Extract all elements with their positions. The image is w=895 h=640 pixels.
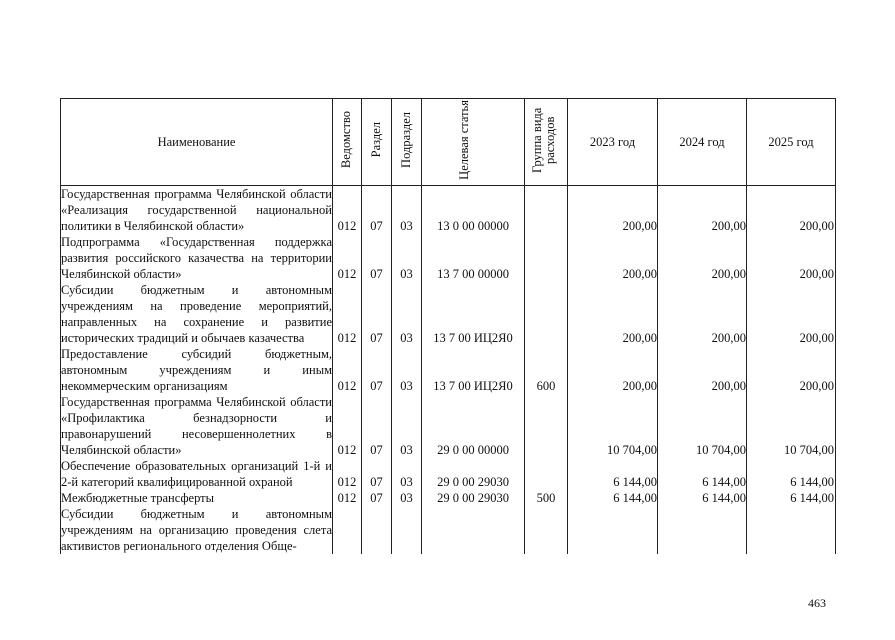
row-group <box>525 458 568 490</box>
row-section: 07 <box>362 234 392 282</box>
row-dept: 012 <box>333 282 362 346</box>
row-name: Предоставление субсидий бюджетным, автономным учреждениям и иным некоммерческим организациям <box>61 347 332 393</box>
row-2025: 6 144,00 <box>747 458 836 490</box>
row-2025: 200,00 <box>747 282 836 346</box>
table-row <box>61 506 836 554</box>
row-group: 500 <box>525 490 568 506</box>
row-target: 29 0 00 00000 <box>422 394 525 458</box>
budget-table <box>60 98 836 554</box>
row-name: Обеспечение образовательных организаций 1-й и 2-й категорий квалифицированной охраной <box>61 459 332 489</box>
row-group: 600 <box>525 346 568 394</box>
row-group <box>525 282 568 346</box>
header-2025: 2025 год <box>747 99 836 186</box>
row-2024 <box>658 506 747 554</box>
row-name: Государственная программа Челябинской области «Реализация государственной национальной политики в Челябинской области» <box>61 187 332 233</box>
row-2024: 6 144,00 <box>658 458 747 490</box>
table-row <box>61 186 836 235</box>
row-2025: 6 144,00 <box>747 490 836 506</box>
row-2025: 10 704,00 <box>747 394 836 458</box>
header-section: Раздел <box>362 99 392 186</box>
row-name: Субсидии бюджетным и автономным учреждениям на проведение мероприятий, направленных на сохранение и развитие исторических традиций и обычаев казачества <box>61 283 332 345</box>
header-dept: Ведомство <box>333 99 362 186</box>
row-2024: 200,00 <box>658 346 747 394</box>
row-section: 07 <box>362 394 392 458</box>
header-subsection: Подраздел <box>392 99 422 186</box>
row-group <box>525 506 568 554</box>
row-dept: 012 <box>333 458 362 490</box>
row-2023: 6 144,00 <box>568 458 658 490</box>
header-2023: 2023 год <box>568 99 658 186</box>
row-2025: 200,00 <box>747 234 836 282</box>
row-section: 07 <box>362 490 392 506</box>
table-row <box>61 458 836 490</box>
row-subsection: 03 <box>392 394 422 458</box>
row-subsection: 03 <box>392 234 422 282</box>
row-subsection: 03 <box>392 186 422 235</box>
table-header-row <box>61 99 836 186</box>
row-dept <box>333 506 362 554</box>
row-dept: 012 <box>333 490 362 506</box>
row-section <box>362 506 392 554</box>
table-row <box>61 234 836 282</box>
row-2024: 200,00 <box>658 282 747 346</box>
row-2023: 200,00 <box>568 186 658 235</box>
row-2024: 6 144,00 <box>658 490 747 506</box>
row-2023: 6 144,00 <box>568 490 658 506</box>
row-2023: 200,00 <box>568 346 658 394</box>
row-dept: 012 <box>333 346 362 394</box>
row-2024: 200,00 <box>658 186 747 235</box>
row-target: 13 7 00 ИЦ2Я0 <box>422 282 525 346</box>
header-name: Наименование <box>61 99 333 186</box>
row-target: 29 0 00 29030 <box>422 490 525 506</box>
row-name: Государственная программа Челябинской области «Профилактика безнадзорности и правонарушений несовершеннолетних в Челябинской области» <box>61 395 332 457</box>
table-row <box>61 346 836 394</box>
row-2025: 200,00 <box>747 346 836 394</box>
row-target: 29 0 00 29030 <box>422 458 525 490</box>
row-subsection: 03 <box>392 490 422 506</box>
row-section: 07 <box>362 458 392 490</box>
row-2023: 200,00 <box>568 282 658 346</box>
row-2025 <box>747 506 836 554</box>
row-target: 13 0 00 00000 <box>422 186 525 235</box>
row-subsection: 03 <box>392 346 422 394</box>
row-name: Субсидии бюджетным и автономным учреждениям на организацию проведения слета активистов регионального отделения Обще- <box>61 507 332 553</box>
row-section: 07 <box>362 346 392 394</box>
row-section: 07 <box>362 282 392 346</box>
header-target: Целевая статья <box>422 99 525 186</box>
row-2023: 10 704,00 <box>568 394 658 458</box>
row-2025: 200,00 <box>747 186 836 235</box>
row-subsection: 03 <box>392 282 422 346</box>
row-dept: 012 <box>333 186 362 235</box>
table-row <box>61 394 836 458</box>
page-number: 463 <box>808 596 826 610</box>
row-name: Межбюджетные трансферты <box>61 490 333 506</box>
row-subsection <box>392 506 422 554</box>
row-2024: 200,00 <box>658 234 747 282</box>
row-group <box>525 394 568 458</box>
row-target <box>422 506 525 554</box>
row-group <box>525 234 568 282</box>
row-dept: 012 <box>333 234 362 282</box>
row-2023: 200,00 <box>568 234 658 282</box>
row-subsection: 03 <box>392 458 422 490</box>
row-target: 13 7 00 00000 <box>422 234 525 282</box>
row-2024: 10 704,00 <box>658 394 747 458</box>
header-2024: 2024 год <box>658 99 747 186</box>
row-target: 13 7 00 ИЦ2Я0 <box>422 346 525 394</box>
row-name: Подпрограмма «Государственная поддержка развития российского казачества на территории Челябинской области» <box>61 235 332 281</box>
row-2023 <box>568 506 658 554</box>
row-group <box>525 186 568 235</box>
table-row <box>61 282 836 346</box>
header-group: Группа вида расходов <box>525 99 568 186</box>
row-dept: 012 <box>333 394 362 458</box>
row-section: 07 <box>362 186 392 235</box>
table-row <box>61 490 836 506</box>
